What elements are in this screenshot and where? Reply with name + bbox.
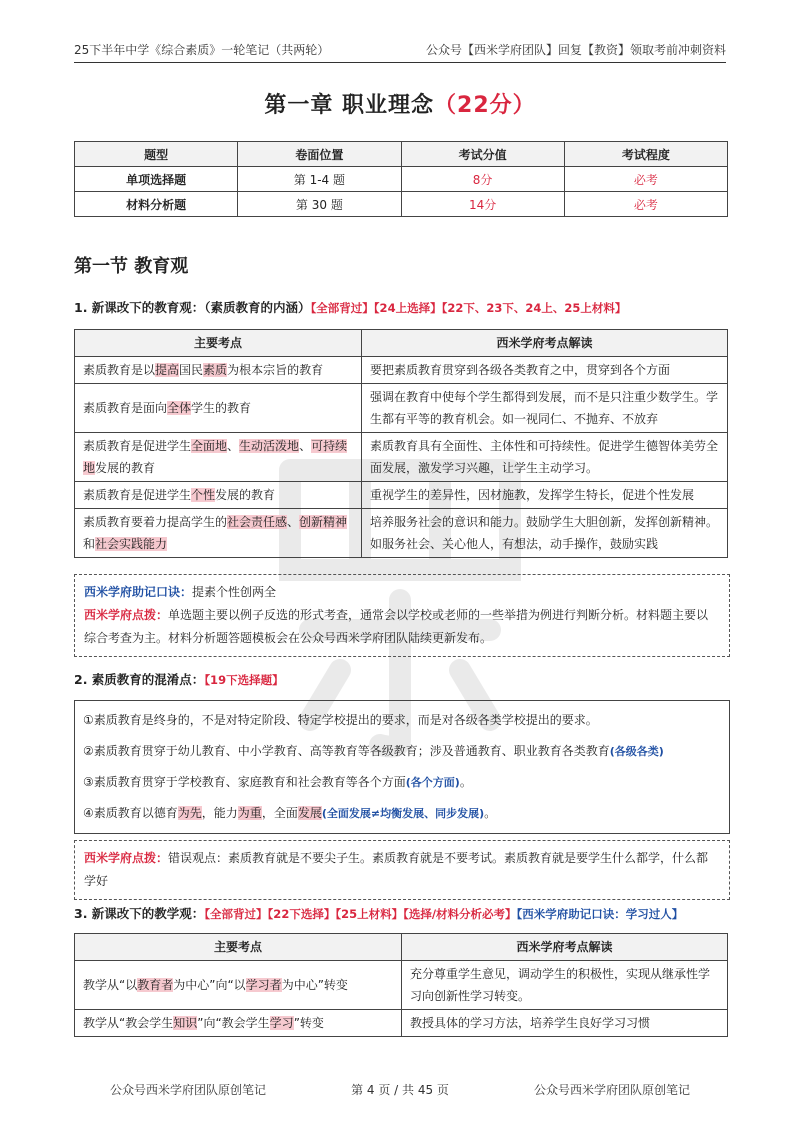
text: 发展的教育 — [95, 461, 156, 475]
text: 为中心”向“以 — [173, 978, 246, 992]
explain-cell: 充分尊重学生意见，调动学生的积极性，实现从继承性学习向创新性学习转变。 — [402, 961, 728, 1010]
note: (各个方面) — [405, 776, 460, 789]
subsection-3-mnemonic: 【西米学府助记口诀：学习过人】 — [516, 907, 684, 921]
highlight: 个性 — [191, 488, 216, 502]
text: 教学从“以 — [83, 978, 138, 992]
page-header — [74, 36, 726, 63]
text: 、 — [299, 439, 312, 453]
confusion-points-box — [74, 700, 730, 834]
subsection-2-text: 2. 素质教育的混淆点： — [74, 672, 205, 687]
point-cell — [75, 961, 402, 1010]
subsection-3-text: 3. 新课改下的教学观： — [74, 906, 205, 921]
subsection-2-notes — [74, 840, 730, 900]
explain-cell: 要把素质教育贯穿到各级各类教育之中，贯穿到各个方面 — [362, 357, 728, 384]
chapter-title-text: 第一章 职业理念 — [264, 93, 435, 118]
subsection-3-heading — [74, 904, 683, 922]
explain-cell: 素质教育具有全面性、主体性和可持续性。促进学生德智体美劳全面发展，激发学习兴趣，让学生主动学习。 — [362, 433, 728, 482]
explain-cell: 重视学生的差异性，因材施教，发挥学生特长，促进个性发展 — [362, 482, 728, 509]
highlight: 学习者 — [245, 978, 282, 992]
col-header: 考试分值 — [401, 142, 564, 167]
point-cell — [75, 1010, 402, 1037]
explain-cell: 教授具体的学习方法，培养学生良好学习习惯 — [402, 1010, 728, 1037]
text: 、 — [227, 439, 240, 453]
table-cell: 第 1-4 题 — [238, 167, 401, 192]
section-title: 第一节 教育观 — [74, 256, 189, 277]
list-item — [83, 736, 721, 767]
subsection-3-tags: 【全部背过】【22下选择】【25上材料】【选择/材料分析必考】 — [204, 907, 517, 921]
text: 素质教育是以 — [83, 363, 156, 377]
list-item: ①素质教育是终身的，不是对特定阶段、特定学校提出的要求，而是对各级各类学校提出的要求。 — [83, 713, 598, 727]
table-row — [75, 384, 728, 433]
highlight: 生动活泼地 — [239, 439, 300, 453]
col-header: 主要考点 — [75, 330, 362, 357]
chapter-score: （22分） — [434, 93, 536, 118]
table-row — [75, 1010, 728, 1037]
col-header: 主要考点 — [75, 934, 402, 961]
table-header-row — [75, 934, 728, 961]
highlight: 社会实践能力 — [95, 537, 168, 551]
highlight: 可持续地 — [83, 439, 348, 475]
subsection-1-tags: 【全部背过】【24上选择】【22下、23下、24上、25上材料】 — [310, 301, 627, 315]
point-cell — [75, 433, 362, 482]
table-row — [75, 357, 728, 384]
text: ④素质教育以德育 — [83, 806, 178, 820]
table-row — [75, 961, 728, 1010]
table-row — [75, 167, 728, 192]
table-row — [75, 192, 728, 217]
col-header: 卷面位置 — [238, 142, 401, 167]
highlight: 教育者 — [137, 978, 174, 992]
subsection-2-heading — [74, 670, 284, 688]
table-row — [75, 509, 728, 558]
subsection-1-text: 1. 新课改下的教育观：（素质教育的内涵） — [74, 300, 311, 315]
header-left: 25下半年中学《综合素质》一轮笔记（共两轮） — [74, 43, 330, 57]
highlight: 创新精神 — [299, 515, 348, 529]
text: 为中心”转变 — [281, 978, 348, 992]
footer-right: 公众号西米学府团队原创笔记 — [533, 1083, 690, 1097]
note: (全面发展≠均衡发展、同步发展) — [321, 807, 485, 820]
subsection-1-notes — [74, 574, 730, 657]
highlight: 学习 — [269, 1016, 294, 1030]
point-cell — [75, 384, 362, 433]
text: 素质教育是促进学生 — [83, 488, 192, 502]
point-cell — [75, 357, 362, 384]
table-row — [75, 482, 728, 509]
text: 。 — [459, 775, 472, 789]
highlight: 全体 — [167, 401, 192, 415]
col-header: 西米学府考点解读 — [402, 934, 728, 961]
table-cell: 8分 — [401, 167, 564, 192]
mnemonic-line — [84, 581, 720, 604]
highlight: 素质 — [203, 363, 228, 377]
tip-line — [84, 604, 720, 650]
list-item — [83, 767, 721, 798]
tip-label: 西米学府点拨： — [84, 851, 169, 865]
table-header-row — [75, 330, 728, 357]
table-cell: 第 30 题 — [238, 192, 401, 217]
text: ”向“教会学生 — [197, 1016, 270, 1030]
point-cell — [75, 482, 362, 509]
text: 教学从“教会学生 — [83, 1016, 174, 1030]
text: ②素质教育贯穿于幼儿教育、中小学教育、高等教育等各级教育；涉及普通教育、职业教育各类教育 — [83, 744, 610, 758]
text: 、 — [287, 515, 300, 529]
list-item — [83, 798, 721, 829]
highlight: 为先 — [177, 806, 202, 820]
table-cell: 材料分析题 — [75, 192, 238, 217]
highlight: 知识 — [173, 1016, 198, 1030]
text: 国民 — [179, 363, 204, 377]
mnemonic-text: 提素个性创两全 — [192, 585, 277, 599]
footer-left: 公众号西米学府团队原创笔记 — [110, 1083, 267, 1097]
text: ，能力 — [201, 806, 238, 820]
text: 为根本宗旨的教育 — [227, 363, 324, 377]
col-header: 西米学府考点解读 — [362, 330, 728, 357]
text: ，全面 — [261, 806, 298, 820]
page-number: 第 4 页 / 共 45 页 — [351, 1083, 449, 1097]
explain-cell: 强调在教育中使每个学生都得到发展，而不是只注重少数学生。学生都有平等的教育机会。如一视同仁、不抛弃、不放弃 — [362, 384, 728, 433]
subsection-1-heading — [74, 298, 626, 316]
highlight: 提高 — [155, 363, 180, 377]
page-footer — [110, 1081, 690, 1098]
education-view-table — [74, 329, 728, 558]
exam-overview-table — [74, 141, 728, 217]
header-right: 公众号【西米学府团队】回复【教资】领取考前冲刺资料 — [425, 43, 726, 57]
tip-text: 单选题主要以例子反选的形式考查，通常会以学校或老师的一些举措为例进行判断分析。材料题主要以综合考查为主。材料分析题答题模板会在公众号西米学府团队陆续更新发布。 — [84, 608, 709, 645]
table-row — [75, 433, 728, 482]
explain-cell: 培养服务社会的意识和能力。鼓励学生大胆创新，发挥创新精神。如服务社会、关心他人，有想法，动手操作，鼓励实践 — [362, 509, 728, 558]
subsection-2-tags: 【19下选择题】 — [204, 673, 284, 687]
col-header: 考试程度 — [564, 142, 727, 167]
highlight: 社会责任感 — [227, 515, 288, 529]
teaching-view-table — [74, 933, 728, 1037]
text: 。 — [484, 806, 497, 820]
table-cell: 必考 — [564, 167, 727, 192]
note: (各级各类) — [609, 745, 664, 758]
text: ”转变 — [293, 1016, 324, 1030]
text: 素质教育要着力提高学生的 — [83, 515, 228, 529]
tip-text: 错误观点：素质教育就是不要尖子生。素质教育就是不要考试。素质教育就是要学生什么都学，什么都学好 — [84, 851, 709, 888]
chapter-title — [0, 88, 800, 119]
highlight: 发展 — [297, 806, 322, 820]
text: 和 — [83, 537, 96, 551]
text: 发展的教育 — [215, 488, 276, 502]
tip-label: 西米学府点拨： — [84, 608, 169, 622]
text: ③素质教育贯穿于学校教育、家庭教育和社会教育等各个方面 — [83, 775, 406, 789]
text: 学生的教育 — [191, 401, 252, 415]
text: 素质教育是面向 — [83, 401, 168, 415]
table-cell: 14分 — [401, 192, 564, 217]
highlight: 全面地 — [191, 439, 228, 453]
highlight: 为重 — [237, 806, 262, 820]
tip-line — [84, 847, 720, 893]
point-cell — [75, 509, 362, 558]
col-header: 题型 — [75, 142, 238, 167]
table-cell: 必考 — [564, 192, 727, 217]
text: 素质教育是促进学生 — [83, 439, 192, 453]
table-header-row — [75, 142, 728, 167]
table-cell: 单项选择题 — [75, 167, 238, 192]
mnemonic-label: 西米学府助记口诀： — [84, 585, 193, 599]
